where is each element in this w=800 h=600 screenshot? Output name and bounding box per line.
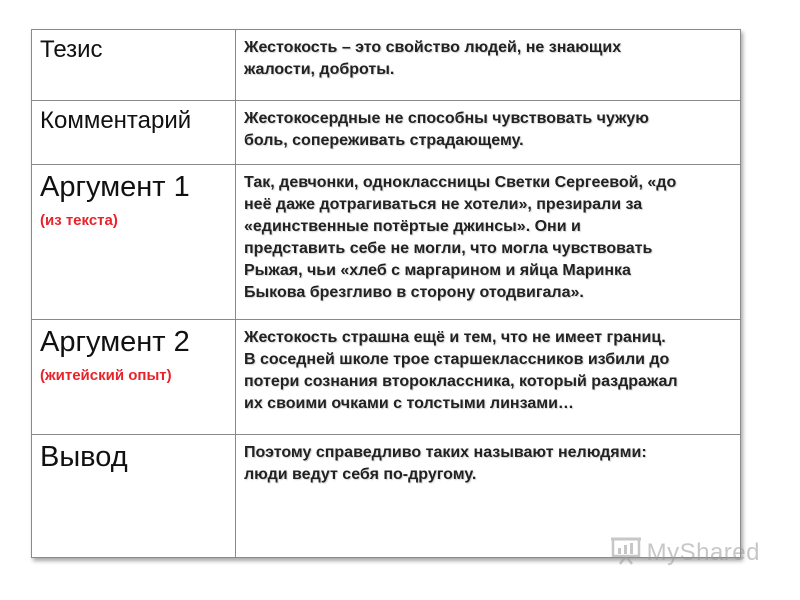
row-comment [32, 101, 741, 165]
watermark [609, 535, 760, 570]
label-cell [32, 30, 236, 101]
row-text: Так, девчонки, одноклассницы Светки Сергеевой, «до неё даже дотрагиваться не хотели», презирали за «единственные потёртые джинсы». Они и представить себе не могли, что могла чувствовать Рыжая, чьи «хлеб с маргарином и яйца Маринка Быкова брезгливо в сторону отодвигала». [244, 174, 677, 301]
row-label: Комментарий [40, 107, 192, 134]
label-cell [32, 101, 236, 165]
label-cell [32, 435, 236, 558]
text-cell [236, 320, 741, 435]
row-sublabel: (из текста) [40, 212, 118, 230]
row-label: Тезис [40, 36, 103, 63]
row-sublabel: (житейский опыт) [40, 367, 172, 385]
row-label: Аргумент 2 [40, 326, 190, 358]
row-thesis [32, 30, 741, 101]
text-cell [236, 30, 741, 101]
presentation-board-icon [609, 535, 643, 570]
label-cell [32, 320, 236, 435]
watermark-text: MyShared [646, 538, 760, 566]
row-text: Жестокость страшна ещё и тем, что не имеет границ. В соседней школе трое старшеклассников избили до потери сознания второклассника, который раздражал их своими очками с толстыми линзами… [244, 329, 678, 412]
row-label: Аргумент 1 [40, 171, 190, 203]
row-text: Жестокость – это свойство людей, не знающих жалости, доброты. [244, 39, 622, 78]
row-text: Поэтому справедливо таких называют нелюдями: люди ведут себя по-другому. [244, 444, 647, 483]
row-text: Жестокосердные не способны чувствовать чужую боль, сопереживать страдающему. [244, 110, 649, 149]
text-cell [236, 165, 741, 320]
label-cell [32, 165, 236, 320]
row-argument-2 [32, 320, 741, 435]
row-argument-1 [32, 165, 741, 320]
text-cell [236, 101, 741, 165]
row-label: Вывод [40, 441, 128, 473]
essay-plan-table [31, 29, 741, 558]
